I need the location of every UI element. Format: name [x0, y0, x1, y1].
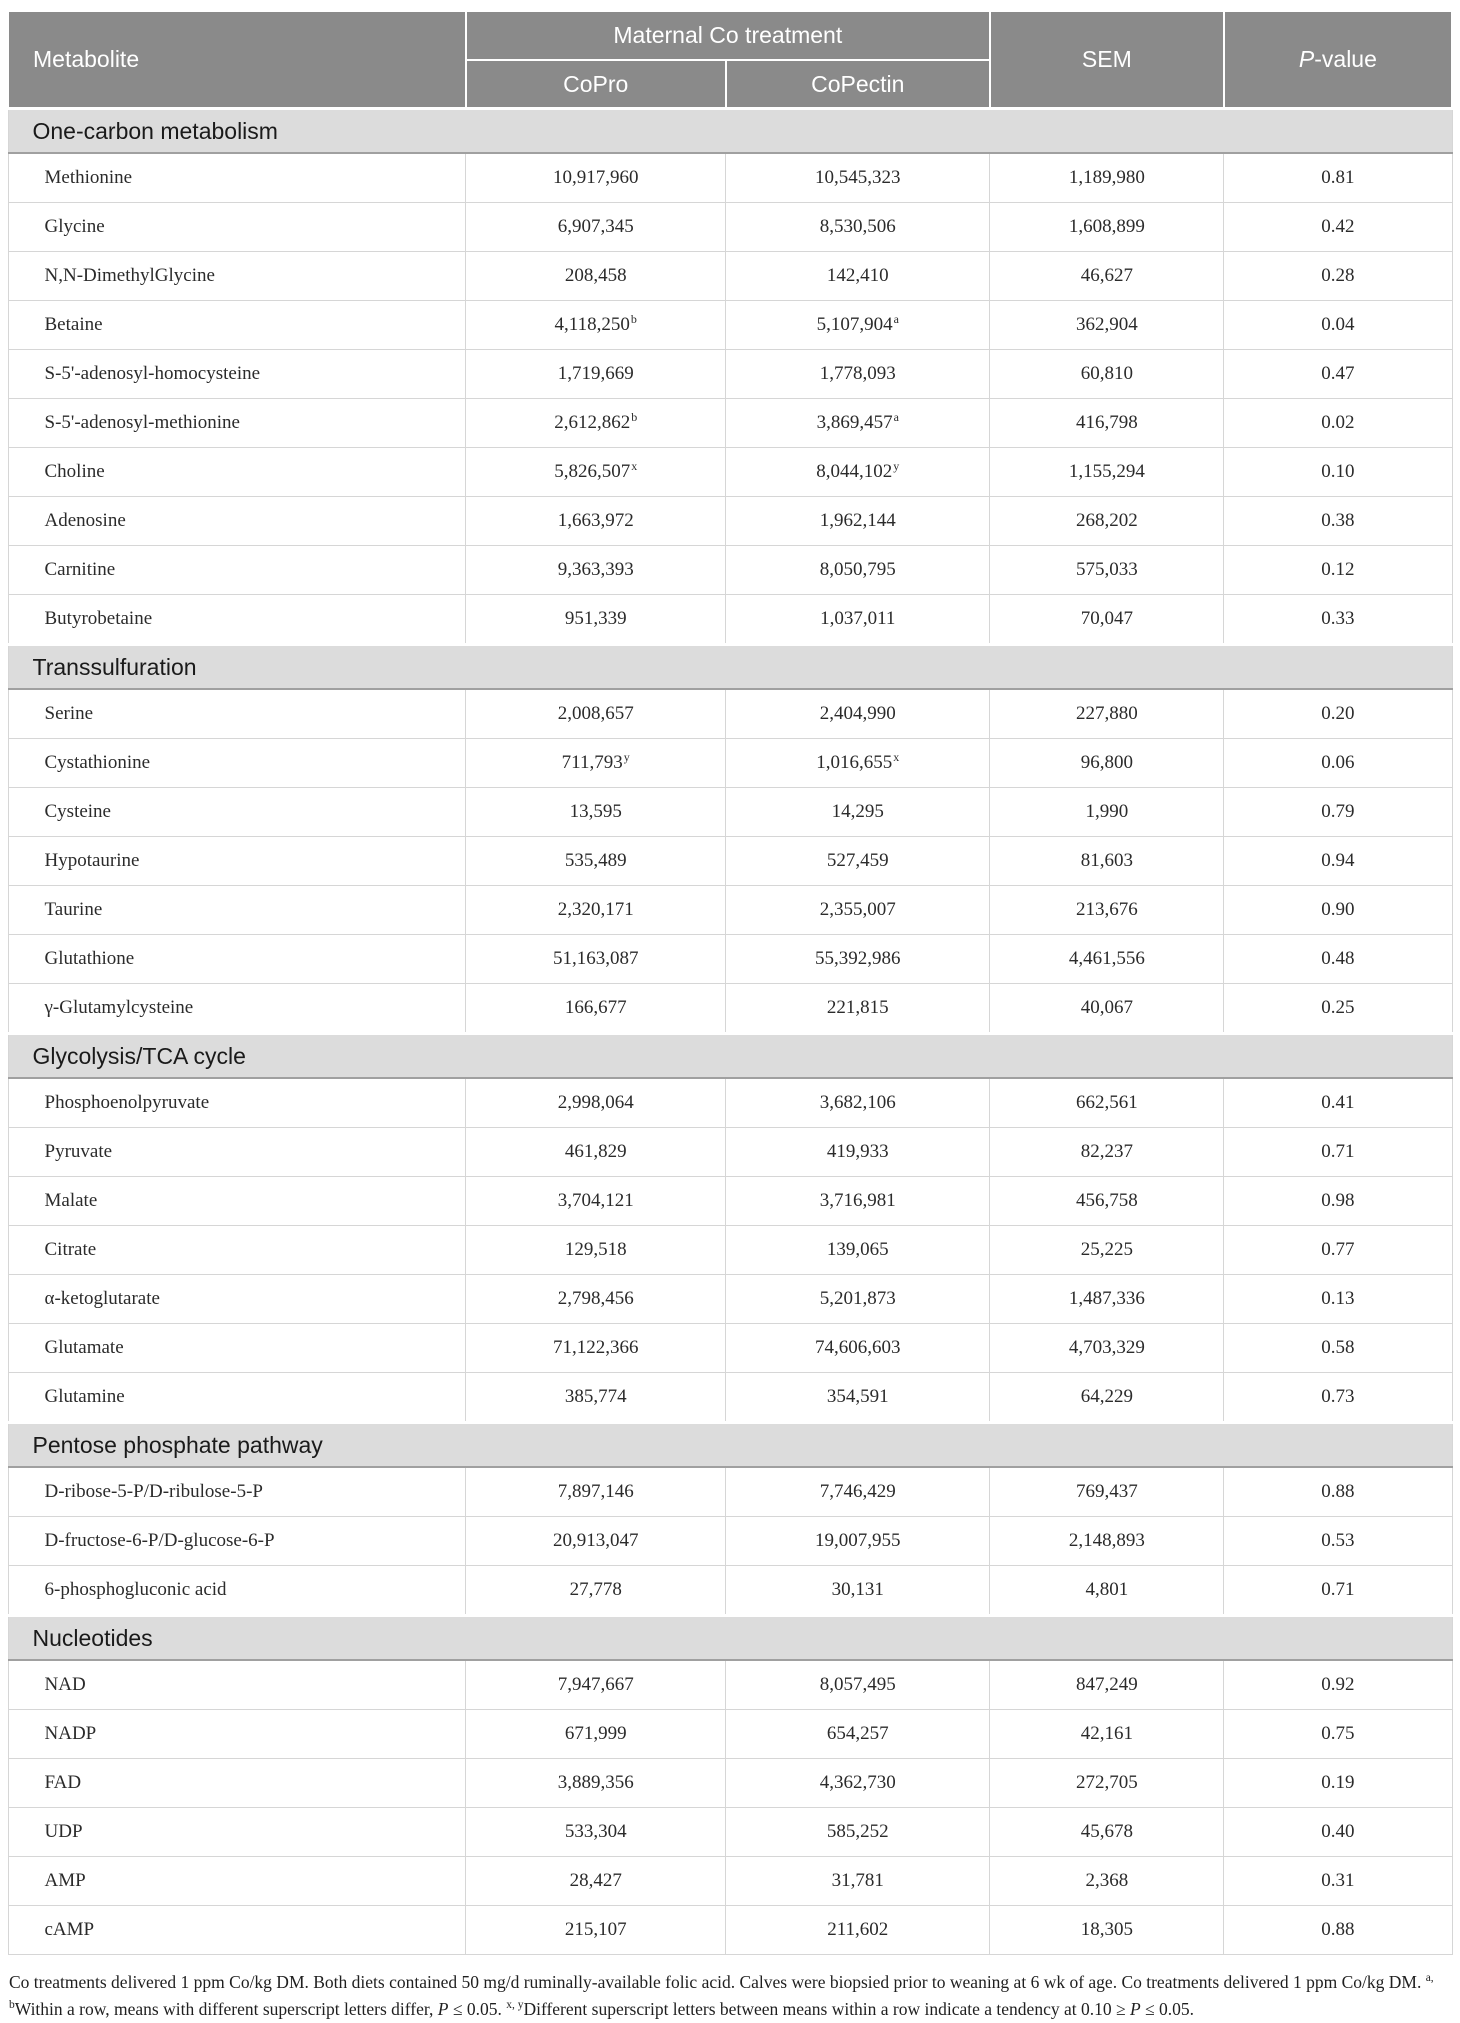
metabolite-name: Phosphoenolpyruvate	[8, 1078, 466, 1128]
sem-value: 416,798	[990, 399, 1224, 448]
sem-value: 25,225	[990, 1226, 1224, 1275]
significance-superscript: x	[893, 749, 900, 764]
p-value-cell: 0.79	[1224, 788, 1452, 837]
table-row	[8, 1566, 1452, 1616]
copectin-value: 10,545,323	[726, 153, 990, 203]
p-value-cell: 0.75	[1224, 1710, 1452, 1759]
p-value-cell: 0.41	[1224, 1078, 1452, 1128]
p-value-cell: 0.90	[1224, 886, 1452, 935]
copro-value: 27,778	[466, 1566, 726, 1616]
table-row	[8, 1078, 1452, 1128]
copro-value: 7,947,667	[466, 1660, 726, 1710]
sem-value: 4,461,556	[990, 935, 1224, 984]
copectin-value: 654,257	[726, 1710, 990, 1759]
significance-superscript: a	[893, 311, 899, 326]
table-row	[8, 1660, 1452, 1710]
metabolite-name: NAD	[8, 1660, 466, 1710]
copro-value: 2,612,862$^b$	[466, 399, 726, 448]
footnote-superscript-xy: x, y	[506, 1999, 524, 2012]
copectin-value: 419,933	[726, 1128, 990, 1177]
metabolite-name: D-ribose-5-P/D-ribulose-5-P	[8, 1467, 466, 1517]
copro-value: 461,829	[466, 1128, 726, 1177]
sem-value: 96,800	[990, 739, 1224, 788]
p-value-cell: 0.31	[1224, 1857, 1452, 1906]
metabolite-name: Citrate	[8, 1226, 466, 1275]
p-value-cell: 0.40	[1224, 1808, 1452, 1857]
significance-superscript: a	[893, 409, 899, 424]
column-header-metabolite: Metabolite	[8, 11, 466, 109]
table-row	[8, 252, 1452, 301]
copectin-value: 211,602	[726, 1906, 990, 1955]
significance-superscript: b	[630, 311, 637, 326]
table-row	[8, 1177, 1452, 1226]
metabolite-name: Methionine	[8, 153, 466, 203]
copectin-value: 8,050,795	[726, 546, 990, 595]
p-value-cell: 0.38	[1224, 497, 1452, 546]
p-value-cell: 0.28	[1224, 252, 1452, 301]
metabolite-name: Glutamine	[8, 1373, 466, 1423]
table-row	[8, 595, 1452, 645]
copectin-value: 139,065	[726, 1226, 990, 1275]
metabolite-name: Adenosine	[8, 497, 466, 546]
copectin-value: 1,037,011	[726, 595, 990, 645]
metabolite-name: AMP	[8, 1857, 466, 1906]
table-row	[8, 153, 1452, 203]
significance-superscript: y	[623, 749, 630, 764]
copro-value: 10,917,960	[466, 153, 726, 203]
copectin-value: 527,459	[726, 837, 990, 886]
sem-value: 268,202	[990, 497, 1224, 546]
sem-value: 42,161	[990, 1710, 1224, 1759]
section-header-row	[8, 645, 1452, 690]
copro-value: 535,489	[466, 837, 726, 886]
copectin-value: 30,131	[726, 1566, 990, 1616]
metabolite-name: Glutamate	[8, 1324, 466, 1373]
copro-value: 533,304	[466, 1808, 726, 1857]
p-value-cell: 0.19	[1224, 1759, 1452, 1808]
metabolite-name: cAMP	[8, 1906, 466, 1955]
copectin-value: 585,252	[726, 1808, 990, 1857]
table-row	[8, 984, 1452, 1034]
copro-value: 951,339	[466, 595, 726, 645]
sem-value: 456,758	[990, 1177, 1224, 1226]
copro-value: 3,704,121	[466, 1177, 726, 1226]
p-value-cell: 0.47	[1224, 350, 1452, 399]
copro-value: 385,774	[466, 1373, 726, 1423]
table-row	[8, 301, 1452, 350]
p-value-cell: 0.33	[1224, 595, 1452, 645]
p-value-cell: 0.53	[1224, 1517, 1452, 1566]
copro-value: 671,999	[466, 1710, 726, 1759]
table-row	[8, 399, 1452, 448]
p-value-cell: 0.20	[1224, 689, 1452, 739]
table-row	[8, 1808, 1452, 1857]
section-header-row	[8, 1034, 1452, 1079]
sem-value: 1,487,336	[990, 1275, 1224, 1324]
metabolite-table	[7, 10, 1453, 1955]
p-value-cell: 0.71	[1224, 1128, 1452, 1177]
metabolite-name: Glutathione	[8, 935, 466, 984]
copectin-value: 74,606,603	[726, 1324, 990, 1373]
table-row	[8, 1906, 1452, 1955]
copectin-value: 3,682,106	[726, 1078, 990, 1128]
p-value-cell: 0.58	[1224, 1324, 1452, 1373]
sem-value: 213,676	[990, 886, 1224, 935]
copectin-value: 1,962,144	[726, 497, 990, 546]
copectin-value: 8,530,506	[726, 203, 990, 252]
metabolite-name: Carnitine	[8, 546, 466, 595]
copro-value: 208,458	[466, 252, 726, 301]
p-value-cell: 0.77	[1224, 1226, 1452, 1275]
sem-value: 575,033	[990, 546, 1224, 595]
sem-value: 45,678	[990, 1808, 1224, 1857]
table-row	[8, 1710, 1452, 1759]
section-title: Transsulfuration	[8, 645, 1452, 690]
copro-value: 2,798,456	[466, 1275, 726, 1324]
copro-value: 2,998,064	[466, 1078, 726, 1128]
sem-value: 40,067	[990, 984, 1224, 1034]
footnote-text: Within a row, means with different superscript letters differ,	[14, 1999, 438, 2020]
sem-value: 662,561	[990, 1078, 1224, 1128]
copro-value: 28,427	[466, 1857, 726, 1906]
sem-value: 1,990	[990, 788, 1224, 837]
sem-value: 70,047	[990, 595, 1224, 645]
metabolite-name: Betaine	[8, 301, 466, 350]
copro-value: 129,518	[466, 1226, 726, 1275]
metabolite-name: Cysteine	[8, 788, 466, 837]
copro-value: 5,826,507$^x$	[466, 448, 726, 497]
metabolite-name: Taurine	[8, 886, 466, 935]
table-row	[8, 203, 1452, 252]
metabolite-name: Cystathionine	[8, 739, 466, 788]
metabolite-name: Hypotaurine	[8, 837, 466, 886]
section-header-row	[8, 1423, 1452, 1468]
p-value-cell: 0.81	[1224, 153, 1452, 203]
table-row	[8, 546, 1452, 595]
table-row	[8, 837, 1452, 886]
copectin-value: 5,201,873	[726, 1275, 990, 1324]
copectin-value: 1,778,093	[726, 350, 990, 399]
metabolite-name: Butyrobetaine	[8, 595, 466, 645]
copro-value: 13,595	[466, 788, 726, 837]
table-row	[8, 1275, 1452, 1324]
sem-value: 272,705	[990, 1759, 1224, 1808]
metabolite-name: Serine	[8, 689, 466, 739]
metabolite-name: Choline	[8, 448, 466, 497]
copectin-value: 3,869,457$^a$	[726, 399, 990, 448]
sem-value: 64,229	[990, 1373, 1224, 1423]
p-value-cell: 0.88	[1224, 1467, 1452, 1517]
footnote-italic-p: P	[437, 1999, 449, 2020]
sem-value: 362,904	[990, 301, 1224, 350]
p-value-cell: 0.88	[1224, 1906, 1452, 1955]
copro-value: 20,913,047	[466, 1517, 726, 1566]
table-footnote	[7, 1969, 1453, 2023]
sem-value: 1,155,294	[990, 448, 1224, 497]
sem-value: 2,148,893	[990, 1517, 1224, 1566]
p-value-cell: 0.02	[1224, 399, 1452, 448]
copectin-value: 19,007,955	[726, 1517, 990, 1566]
p-value-cell: 0.10	[1224, 448, 1452, 497]
p-value-cell: 0.71	[1224, 1566, 1452, 1616]
p-value-cell: 0.94	[1224, 837, 1452, 886]
section-title: Glycolysis/TCA cycle	[8, 1034, 1452, 1079]
sem-value: 1,608,899	[990, 203, 1224, 252]
table-row	[8, 739, 1452, 788]
table-row	[8, 1373, 1452, 1423]
p-value-cell: 0.06	[1224, 739, 1452, 788]
footnote-text: ≤ 0.05.	[1140, 1999, 1195, 2020]
copro-value: 4,118,250$^b$	[466, 301, 726, 350]
copectin-value: 221,815	[726, 984, 990, 1034]
copectin-value: 8,057,495	[726, 1660, 990, 1710]
copro-value: 2,008,657	[466, 689, 726, 739]
column-header-copectin: CoPectin	[726, 60, 990, 109]
copectin-value: 3,716,981	[726, 1177, 990, 1226]
metabolite-name: S-5'-adenosyl-homocysteine	[8, 350, 466, 399]
table-row	[8, 689, 1452, 739]
copro-value: 9,363,393	[466, 546, 726, 595]
copro-value: 215,107	[466, 1906, 726, 1955]
p-value-cell: 0.92	[1224, 1660, 1452, 1710]
section-title: Nucleotides	[8, 1616, 1452, 1661]
p-value-italic-p: P	[1298, 46, 1315, 72]
p-value-cell: 0.42	[1224, 203, 1452, 252]
copectin-value: 4,362,730	[726, 1759, 990, 1808]
copectin-value: 14,295	[726, 788, 990, 837]
metabolite-name: N,N-DimethylGlycine	[8, 252, 466, 301]
metabolite-name: γ-Glutamylcysteine	[8, 984, 466, 1034]
p-value-cell: 0.48	[1224, 935, 1452, 984]
p-value-cell: 0.13	[1224, 1275, 1452, 1324]
column-header-sem: SEM	[990, 11, 1224, 109]
metabolite-name: α-ketoglutarate	[8, 1275, 466, 1324]
section-header-row	[8, 109, 1452, 154]
copectin-value: 2,355,007	[726, 886, 990, 935]
copectin-value: 5,107,904$^a$	[726, 301, 990, 350]
sem-value: 4,703,329	[990, 1324, 1224, 1373]
sem-value: 82,237	[990, 1128, 1224, 1177]
metabolite-name: Pyruvate	[8, 1128, 466, 1177]
footnote-italic-p: P	[1129, 1999, 1141, 2020]
significance-superscript: x	[631, 458, 638, 473]
footnote-text: Different superscript letters between means within a row indicate a tendency at 0.10 ≥	[523, 1999, 1130, 2020]
p-value-cell: 0.73	[1224, 1373, 1452, 1423]
footnote-text: ≤ 0.05.	[448, 1999, 507, 2020]
column-group-header-maternal-co-treatment: Maternal Co treatment	[466, 11, 990, 60]
metabolite-name: NADP	[8, 1710, 466, 1759]
copectin-value: 1,016,655$^x$	[726, 739, 990, 788]
metabolite-name: Glycine	[8, 203, 466, 252]
table-row	[8, 1324, 1452, 1373]
table-row	[8, 448, 1452, 497]
p-value-cell: 0.12	[1224, 546, 1452, 595]
metabolite-name: D-fructose-6-P/D-glucose-6-P	[8, 1517, 466, 1566]
p-value-cell: 0.25	[1224, 984, 1452, 1034]
sem-value: 46,627	[990, 252, 1224, 301]
copectin-value: 55,392,986	[726, 935, 990, 984]
copro-value: 3,889,356	[466, 1759, 726, 1808]
p-value-cell: 0.98	[1224, 1177, 1452, 1226]
copectin-value: 8,044,102$^y$	[726, 448, 990, 497]
copro-value: 71,122,366	[466, 1324, 726, 1373]
sem-value: 769,437	[990, 1467, 1224, 1517]
copro-value: 51,163,087	[466, 935, 726, 984]
table-row	[8, 1226, 1452, 1275]
copro-value: 166,677	[466, 984, 726, 1034]
table-row	[8, 886, 1452, 935]
sem-value: 847,249	[990, 1660, 1224, 1710]
sem-value: 1,189,980	[990, 153, 1224, 203]
copro-value: 2,320,171	[466, 886, 726, 935]
table-row	[8, 1517, 1452, 1566]
metabolite-name: Malate	[8, 1177, 466, 1226]
table-row	[8, 935, 1452, 984]
copro-value: 6,907,345	[466, 203, 726, 252]
metabolite-name: 6-phosphogluconic acid	[8, 1566, 466, 1616]
copectin-value: 142,410	[726, 252, 990, 301]
column-header-copro: CoPro	[466, 60, 726, 109]
significance-superscript: b	[631, 409, 638, 424]
copro-value: 1,719,669	[466, 350, 726, 399]
sem-value: 227,880	[990, 689, 1224, 739]
sem-value: 18,305	[990, 1906, 1224, 1955]
section-title: One-carbon metabolism	[8, 109, 1452, 154]
section-header-row	[8, 1616, 1452, 1661]
table-row	[8, 788, 1452, 837]
metabolite-name: UDP	[8, 1808, 466, 1857]
metabolite-name: S-5'-adenosyl-methionine	[8, 399, 466, 448]
copro-value: 1,663,972	[466, 497, 726, 546]
table-row	[8, 1759, 1452, 1808]
copectin-value: 31,781	[726, 1857, 990, 1906]
table-row	[8, 1128, 1452, 1177]
sem-value: 81,603	[990, 837, 1224, 886]
sem-value: 60,810	[990, 350, 1224, 399]
table-row	[8, 497, 1452, 546]
significance-superscript: y	[893, 458, 900, 473]
sem-value: 4,801	[990, 1566, 1224, 1616]
table-row	[8, 1857, 1452, 1906]
copectin-value: 2,404,990	[726, 689, 990, 739]
p-value-cell: 0.04	[1224, 301, 1452, 350]
copectin-value: 354,591	[726, 1373, 990, 1423]
metabolite-name: FAD	[8, 1759, 466, 1808]
section-title: Pentose phosphate pathway	[8, 1423, 1452, 1468]
copro-value: 711,793$^y$	[466, 739, 726, 788]
table-row	[8, 350, 1452, 399]
column-header-p-value	[1224, 11, 1452, 109]
footnote-text: Co treatments delivered 1 ppm Co/kg DM. Both diets contained 50 mg/d ruminally-available folic acid. Calves were biopsied prior to weaning at 6 wk of age. Co treatments delivered 1 ppm Co/kg DM.	[9, 1972, 1426, 1992]
sem-value: 2,368	[990, 1857, 1224, 1906]
footnote-superscript-ab: a, b	[9, 1972, 1434, 2012]
table-row	[8, 1467, 1452, 1517]
copro-value: 7,897,146	[466, 1467, 726, 1517]
copectin-value: 7,746,429	[726, 1467, 990, 1517]
p-value-suffix: -value	[1314, 46, 1377, 72]
